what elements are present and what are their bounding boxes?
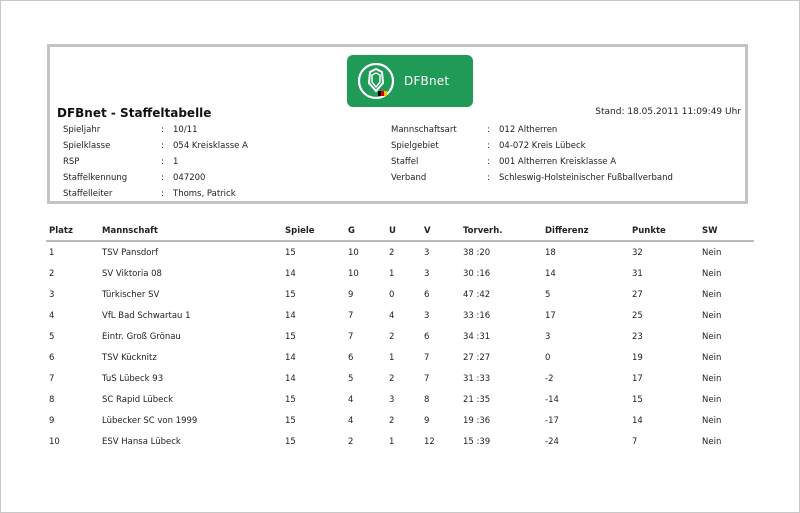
meta-left-value: 10/11 <box>173 125 198 135</box>
cell-sw: Nein <box>702 331 722 342</box>
cell-g: 7 <box>348 310 354 321</box>
report-timestamp: Stand: 18.05.2011 11:09:49 Uhr <box>595 107 741 117</box>
meta-left-row <box>63 138 248 154</box>
cell-u: 2 <box>389 331 395 342</box>
cell-differenz: 17 <box>545 310 556 321</box>
cell-torverh: 47 :42 <box>463 289 491 300</box>
meta-right-value: 04-072 Kreis Lübeck <box>499 141 586 151</box>
cell-g: 7 <box>348 331 354 342</box>
meta-left-row <box>63 154 248 170</box>
meta-left-sep: : <box>161 157 164 167</box>
table-body <box>46 241 754 452</box>
cell-punkte: 32 <box>632 247 643 258</box>
cell-mannschaft: Eintr. Groß Grönau <box>102 331 181 342</box>
cell-mannschaft: TSV Kücknitz <box>102 352 157 363</box>
meta-right-sep: : <box>487 157 490 167</box>
cell-v: 3 <box>424 310 430 321</box>
cell-g: 2 <box>348 436 354 447</box>
dfb-eagle-logo-icon <box>356 61 396 101</box>
table-row <box>46 347 754 368</box>
cell-torverh: 15 :39 <box>463 436 491 447</box>
meta-right-sep: : <box>487 173 490 183</box>
column-header-torverh: Torverh. <box>463 222 545 241</box>
cell-torverh: 33 :16 <box>463 310 491 321</box>
cell-sw: Nein <box>702 415 722 426</box>
column-header-sw: SW <box>702 222 754 241</box>
cell-v: 6 <box>424 289 430 300</box>
cell-platz: 1 <box>49 247 55 258</box>
table-row <box>46 263 754 284</box>
cell-g: 10 <box>348 247 359 258</box>
column-header-mannschaft: Mannschaft <box>102 222 285 241</box>
cell-v: 12 <box>424 436 435 447</box>
cell-platz: 10 <box>49 436 60 447</box>
cell-u: 1 <box>389 436 395 447</box>
meta-right-sep: : <box>487 141 490 151</box>
cell-torverh: 34 :31 <box>463 331 491 342</box>
meta-right-value: Schleswig-Holsteinischer Fußballverband <box>499 173 673 183</box>
cell-mannschaft: Lübecker SC von 1999 <box>102 415 198 426</box>
cell-mannschaft: VfL Bad Schwartau 1 <box>102 310 191 321</box>
column-header-platz: Platz <box>46 222 102 241</box>
cell-v: 9 <box>424 415 430 426</box>
meta-left-value: 047200 <box>173 173 206 183</box>
cell-platz: 8 <box>49 394 55 405</box>
logo-text: DFBnet <box>404 74 450 88</box>
cell-punkte: 7 <box>632 436 638 447</box>
meta-left-key: Staffelleiter <box>63 189 113 199</box>
cell-spiele: 15 <box>285 289 296 300</box>
table-row <box>46 410 754 431</box>
cell-g: 4 <box>348 415 354 426</box>
cell-punkte: 15 <box>632 394 643 405</box>
cell-mannschaft: ESV Hansa Lübeck <box>102 436 181 447</box>
meta-left-key: Spielklasse <box>63 141 111 151</box>
meta-right-key: Verband <box>391 173 427 183</box>
cell-mannschaft: TuS Lübeck 93 <box>102 373 164 384</box>
dfbnet-logo <box>347 55 473 107</box>
cell-sw: Nein <box>702 310 722 321</box>
meta-left-row <box>63 170 248 186</box>
cell-differenz: -24 <box>545 436 559 447</box>
cell-differenz: 5 <box>545 289 551 300</box>
cell-punkte: 19 <box>632 352 643 363</box>
column-header-punkte: Punkte <box>632 222 702 241</box>
cell-spiele: 15 <box>285 436 296 447</box>
cell-platz: 6 <box>49 352 55 363</box>
cell-sw: Nein <box>702 436 722 447</box>
cell-differenz: 18 <box>545 247 556 258</box>
column-header-v: V <box>424 222 463 241</box>
cell-differenz: -17 <box>545 415 559 426</box>
cell-punkte: 23 <box>632 331 643 342</box>
meta-right-value: 012 Altherren <box>499 125 558 135</box>
cell-g: 9 <box>348 289 354 300</box>
column-header-spiele: Spiele <box>285 222 348 241</box>
column-header-g: G <box>348 222 389 241</box>
cell-spiele: 14 <box>285 268 296 279</box>
cell-u: 3 <box>389 394 395 405</box>
meta-left-key: RSP <box>63 157 80 167</box>
cell-platz: 7 <box>49 373 55 384</box>
cell-differenz: 0 <box>545 352 551 363</box>
table-row <box>46 368 754 389</box>
meta-right-key: Mannschaftsart <box>391 125 457 135</box>
cell-punkte: 17 <box>632 373 643 384</box>
cell-spiele: 15 <box>285 415 296 426</box>
cell-u: 0 <box>389 289 395 300</box>
cell-mannschaft: Türkischer SV <box>102 289 160 300</box>
cell-differenz: 3 <box>545 331 551 342</box>
column-header-u: U <box>389 222 424 241</box>
cell-differenz: -14 <box>545 394 559 405</box>
cell-differenz: -2 <box>545 373 554 384</box>
cell-sw: Nein <box>702 394 722 405</box>
meta-left-sep: : <box>161 125 164 135</box>
cell-punkte: 31 <box>632 268 643 279</box>
meta-right-row <box>391 138 673 154</box>
cell-spiele: 15 <box>285 394 296 405</box>
cell-v: 3 <box>424 268 430 279</box>
cell-sw: Nein <box>702 373 722 384</box>
table-row <box>46 326 754 347</box>
cell-g: 10 <box>348 268 359 279</box>
cell-spiele: 14 <box>285 310 296 321</box>
cell-spiele: 15 <box>285 247 296 258</box>
cell-u: 4 <box>389 310 395 321</box>
table-header-row <box>46 222 754 241</box>
meta-right-row <box>391 122 673 138</box>
cell-platz: 2 <box>49 268 55 279</box>
cell-spiele: 15 <box>285 331 296 342</box>
cell-g: 6 <box>348 352 354 363</box>
cell-torverh: 27 :27 <box>463 352 491 363</box>
league-table <box>46 222 754 452</box>
cell-u: 1 <box>389 352 395 363</box>
cell-punkte: 27 <box>632 289 643 300</box>
table-row <box>46 389 754 410</box>
meta-left-row <box>63 122 248 138</box>
meta-right-row <box>391 170 673 186</box>
cell-u: 2 <box>389 373 395 384</box>
table-row <box>46 305 754 326</box>
cell-sw: Nein <box>702 289 722 300</box>
cell-mannschaft: SC Rapid Lübeck <box>102 394 174 405</box>
cell-u: 1 <box>389 268 395 279</box>
cell-platz: 3 <box>49 289 55 300</box>
cell-g: 5 <box>348 373 354 384</box>
table-row <box>46 431 754 452</box>
cell-torverh: 30 :16 <box>463 268 491 279</box>
cell-sw: Nein <box>702 247 722 258</box>
cell-sw: Nein <box>702 268 722 279</box>
meta-right-key: Spielgebiet <box>391 141 439 151</box>
cell-platz: 5 <box>49 331 55 342</box>
cell-v: 3 <box>424 247 430 258</box>
cell-mannschaft: TSV Pansdorf <box>102 247 158 258</box>
cell-torverh: 38 :20 <box>463 247 491 258</box>
meta-right-block <box>391 122 673 186</box>
cell-differenz: 14 <box>545 268 556 279</box>
cell-torverh: 31 :33 <box>463 373 491 384</box>
cell-platz: 4 <box>49 310 55 321</box>
table-row <box>46 241 754 263</box>
meta-right-row <box>391 154 673 170</box>
meta-left-sep: : <box>161 141 164 151</box>
cell-mannschaft: SV Viktoria 08 <box>102 268 162 279</box>
meta-left-block <box>63 122 248 202</box>
cell-torverh: 21 :35 <box>463 394 491 405</box>
meta-right-sep: : <box>487 125 490 135</box>
meta-left-sep: : <box>161 173 164 183</box>
table-row <box>46 284 754 305</box>
cell-v: 7 <box>424 352 430 363</box>
meta-left-key: Spieljahr <box>63 125 101 135</box>
cell-v: 8 <box>424 394 430 405</box>
meta-left-value: 1 <box>173 157 179 167</box>
cell-platz: 9 <box>49 415 55 426</box>
cell-torverh: 19 :36 <box>463 415 491 426</box>
meta-right-key: Staffel <box>391 157 419 167</box>
cell-u: 2 <box>389 415 395 426</box>
meta-left-value: Thoms, Patrick <box>173 189 236 199</box>
cell-spiele: 14 <box>285 373 296 384</box>
cell-sw: Nein <box>702 352 722 363</box>
cell-punkte: 25 <box>632 310 643 321</box>
column-header-differenz: Differenz <box>545 222 632 241</box>
meta-right-value: 001 Altherren Kreisklasse A <box>499 157 617 167</box>
cell-v: 6 <box>424 331 430 342</box>
meta-left-key: Staffelkennung <box>63 173 128 183</box>
meta-left-sep: : <box>161 189 164 199</box>
cell-v: 7 <box>424 373 430 384</box>
cell-g: 4 <box>348 394 354 405</box>
meta-left-row <box>63 186 248 202</box>
report-header <box>47 44 748 204</box>
cell-u: 2 <box>389 247 395 258</box>
page-title: DFBnet - Staffeltabelle <box>57 106 212 120</box>
cell-spiele: 14 <box>285 352 296 363</box>
meta-left-value: 054 Kreisklasse A <box>173 141 248 151</box>
cell-punkte: 14 <box>632 415 643 426</box>
